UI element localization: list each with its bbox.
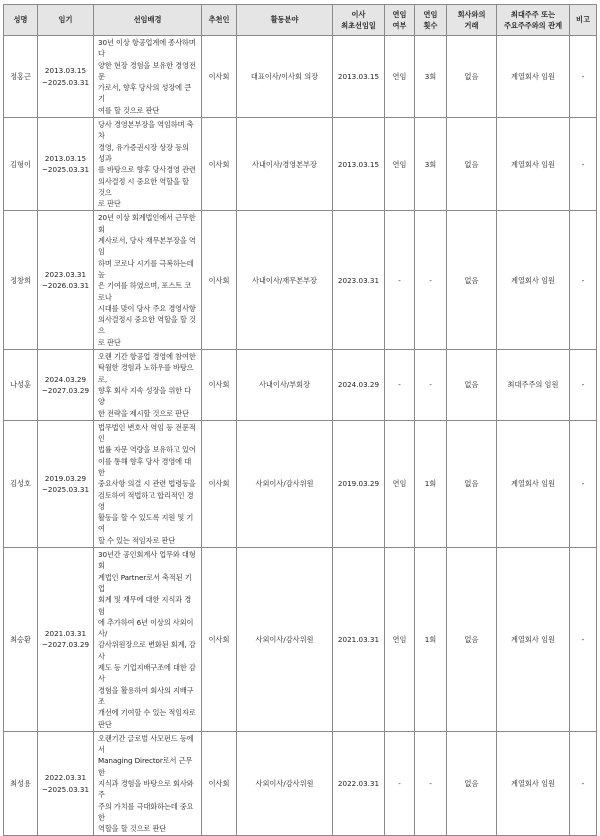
reason-line: 30년 이상 항공업계에 종사하며 다 bbox=[98, 38, 196, 59]
cell-reappoint-count: 1회 bbox=[415, 548, 447, 732]
cell-recommender: 이사회 bbox=[202, 731, 237, 836]
cell-reappoint-count: - bbox=[415, 350, 447, 421]
reason-line: 계사로서, 당사 재무본부장을 역임 bbox=[98, 236, 196, 257]
reason-line: 회계 및 재무에 대한 지식과 경험 bbox=[98, 595, 192, 616]
header-reappoint-count bbox=[415, 5, 447, 36]
header-relation bbox=[497, 5, 570, 36]
cell-recommender: 이사회 bbox=[202, 350, 237, 421]
reason-line: 의사결정시 중요한 역할을 할 것으 bbox=[98, 315, 196, 336]
cell-name: 정창희 bbox=[4, 211, 38, 350]
header-recommender: 추천인 bbox=[202, 5, 237, 36]
cell-field: 사내이사/경영본부장 bbox=[237, 118, 333, 211]
cell-recommender: 이사회 bbox=[202, 118, 237, 211]
board-members-document bbox=[3, 4, 596, 836]
reason-line: 로 판단 bbox=[98, 199, 121, 209]
cell-name: 김형이 bbox=[4, 118, 38, 211]
header-relation-line: 최대주주 또는 bbox=[510, 9, 556, 19]
reason-line: 로 판단 bbox=[98, 337, 121, 347]
reason-line: 당사 경영본부장을 역임하며 축차 bbox=[98, 120, 194, 141]
cell-reappointed: 연임 bbox=[385, 548, 415, 732]
cell-name: 최승환 bbox=[4, 548, 38, 732]
header-first-date bbox=[333, 5, 385, 36]
cell-reason bbox=[94, 211, 202, 350]
reason-line: 의사결정 시 중요한 역할을 할 것으 bbox=[98, 176, 189, 197]
cell-name: 최성용 bbox=[4, 731, 38, 836]
term-line: ~2027.03.29 bbox=[41, 385, 90, 395]
cell-field: 사외이사/감사위원 bbox=[237, 548, 333, 732]
reason-line: 제도 등 기업지배구조에 대한 감사 bbox=[98, 663, 196, 684]
reason-line: 향후 회사 지속 성장을 위한 다양 bbox=[98, 385, 192, 407]
cell-reappoint-count: - bbox=[415, 731, 447, 836]
cell-transactions: 없음 bbox=[447, 420, 497, 547]
cell-reappoint-count: 1회 bbox=[415, 420, 447, 547]
reason-line: 30년간 공인회계사 업무와 대형회 bbox=[98, 550, 196, 571]
cell-first-date: 2013.03.15 bbox=[333, 36, 385, 118]
term-line: ~2025.03.31 bbox=[41, 484, 90, 494]
reason-line: 탁월한 경험과 노하우를 바탕으로, bbox=[98, 363, 194, 384]
header-first-date-line: 최초선임일 bbox=[341, 21, 376, 30]
table-body bbox=[4, 36, 597, 836]
table-row bbox=[4, 350, 597, 421]
cell-note: - bbox=[570, 548, 597, 732]
cell-reappoint-count: - bbox=[415, 211, 447, 350]
reason-line: 할 수 있는 적임자로 판단 bbox=[98, 535, 176, 545]
reason-line: 법률 자문 역량을 보유하고 있어 bbox=[98, 445, 196, 455]
header-name: 성명 bbox=[4, 5, 38, 36]
table-row bbox=[4, 420, 597, 547]
header-reappoint-count-line: 연임 bbox=[423, 9, 438, 19]
reason-line: 역할을 할 것으로 판단 bbox=[98, 824, 167, 834]
cell-reason bbox=[94, 548, 202, 732]
reason-line: 법무법인 변호사 역임 등 전문적인 bbox=[98, 422, 196, 444]
term-line: 2023.03.31 bbox=[44, 269, 87, 279]
reason-line: 개선에 기여할 수 있는 적임자로 bbox=[98, 708, 196, 718]
cell-note: - bbox=[570, 350, 597, 421]
reason-line: 은 기여를 하였으며, 포스트 코로나 bbox=[98, 281, 192, 302]
header-relation-line: 주요주주와의 관계 bbox=[503, 21, 563, 30]
cell-term bbox=[38, 211, 94, 350]
cell-field: 사외이사/감사위원 bbox=[237, 420, 333, 547]
cell-reappoint-count: 3회 bbox=[415, 36, 447, 118]
reason-line: 경영, 유가증권시장 상장 등의 성과 bbox=[98, 142, 189, 163]
term-line: ~2025.03.31 bbox=[41, 784, 90, 794]
cell-transactions: 없음 bbox=[447, 350, 497, 421]
cell-reappointed: 연임 bbox=[385, 420, 415, 547]
cell-recommender: 이사회 bbox=[202, 211, 237, 350]
reason-line: 판단 bbox=[98, 719, 112, 729]
cell-reason bbox=[94, 731, 202, 836]
term-line: 2024.03.29 bbox=[44, 374, 87, 384]
cell-note: - bbox=[570, 211, 597, 350]
term-line: ~2025.03.31 bbox=[41, 165, 90, 175]
reason-line: 에 추가하여 6년 이상의 사외이사/ bbox=[98, 617, 194, 639]
cell-relation: 계열회사 임원 bbox=[497, 36, 570, 118]
cell-reappointed: 연임 bbox=[385, 118, 415, 211]
reason-line: 이를 통해 향후 당사 경영에 대한 bbox=[98, 456, 192, 477]
cell-reason bbox=[94, 350, 202, 421]
term-line: 2013.03.15 bbox=[44, 153, 87, 163]
reason-line: 시대를 맞이 당사 주요 경영사항 bbox=[98, 303, 196, 313]
term-line: 2022.03.31 bbox=[44, 773, 87, 783]
table-row bbox=[4, 731, 597, 836]
table-row bbox=[4, 118, 597, 211]
reason-line: Managing Director로서 근무한 bbox=[98, 756, 193, 777]
reason-line: 계법인 Partner로서 축적된 기업 bbox=[98, 572, 192, 593]
header-transactions-line: 회사와의 bbox=[457, 9, 486, 19]
cell-relation: 계열회사 임원 bbox=[497, 118, 570, 211]
cell-first-date: 2022.03.31 bbox=[333, 731, 385, 836]
reason-line: 오랜 기간 항공업 경영에 참여한 bbox=[98, 352, 196, 362]
reason-line: 지식과 경험을 바탕으로 회사와 주 bbox=[98, 779, 194, 800]
cell-first-date: 2021.03.31 bbox=[333, 548, 385, 732]
reason-line: 양한 현장 경험을 보유한 경영전문 bbox=[98, 60, 196, 81]
cell-field: 사외이사/감사위원 bbox=[237, 731, 333, 836]
cell-transactions: 없음 bbox=[447, 36, 497, 118]
table-row bbox=[4, 548, 597, 732]
table-row bbox=[4, 211, 597, 350]
reason-line: 검토하여 적법하고 합리적인 경영 bbox=[98, 490, 194, 511]
header-reappointed-line: 연임 bbox=[392, 9, 407, 19]
reason-line: 한 전략을 제시할 것으로 판단 bbox=[98, 408, 189, 418]
table-row bbox=[4, 36, 597, 118]
cell-first-date: 2019.03.29 bbox=[333, 420, 385, 547]
cell-note: - bbox=[570, 36, 597, 118]
cell-field: 사내이사/재무본부장 bbox=[237, 211, 333, 350]
reason-line: 여를 할 것으로 판단 bbox=[98, 105, 160, 115]
reason-line: 경험을 활용하여 회사의 지배구조 bbox=[98, 685, 194, 706]
cell-reason bbox=[94, 420, 202, 547]
reason-line: 하며 코로나 시기를 극복하는데 높 bbox=[98, 258, 194, 279]
cell-name: 김성호 bbox=[4, 420, 38, 547]
cell-term bbox=[38, 420, 94, 547]
term-line: 2019.03.29 bbox=[44, 473, 87, 483]
cell-transactions: 없음 bbox=[447, 548, 497, 732]
header-transactions-line: 거래 bbox=[464, 21, 479, 30]
cell-reason bbox=[94, 36, 202, 118]
term-line: ~2025.03.31 bbox=[41, 77, 90, 87]
directors-table bbox=[3, 4, 597, 836]
cell-term bbox=[38, 731, 94, 836]
reason-line: 활동을 할 수 있도록 지원 및 기여 bbox=[98, 513, 194, 534]
cell-first-date: 2024.03.29 bbox=[333, 350, 385, 421]
term-line: 2013.03.15 bbox=[44, 66, 87, 76]
header-reason: 선임배경 bbox=[94, 5, 202, 36]
cell-recommender: 이사회 bbox=[202, 548, 237, 732]
cell-field: 대표이사/이사회 의장 bbox=[237, 36, 333, 118]
reason-line: 가로서, 향후 당사의 성장에 큰 기 bbox=[98, 83, 192, 104]
header-reappointed-line: 여부 bbox=[392, 21, 407, 30]
cell-reappointed: - bbox=[385, 350, 415, 421]
cell-term bbox=[38, 118, 94, 211]
reason-line: 감사위원장으로 변화된 회계, 감사 bbox=[98, 640, 196, 661]
reason-line: 20년 이상 회계법인에서 근무한 회 bbox=[98, 213, 196, 234]
header-field: 활동분야 bbox=[237, 5, 333, 36]
header-first-date-line: 이사 bbox=[351, 9, 366, 19]
header-reappoint-count-line: 횟수 bbox=[423, 21, 438, 30]
cell-transactions: 없음 bbox=[447, 211, 497, 350]
reason-line: 중요사항 의결 시 관련 법령등을 bbox=[98, 479, 196, 489]
cell-relation: 계열회사 임원 bbox=[497, 731, 570, 836]
cell-relation: 계열회사 임원 bbox=[497, 420, 570, 547]
term-line: ~2026.03.31 bbox=[41, 281, 90, 291]
header-transactions bbox=[447, 5, 497, 36]
table-header-row bbox=[4, 5, 597, 36]
cell-term bbox=[38, 350, 94, 421]
header-reappointed bbox=[385, 5, 415, 36]
cell-field: 사내이사/부회장 bbox=[237, 350, 333, 421]
cell-reappointed: - bbox=[385, 211, 415, 350]
cell-relation: 최대주주의 임원 bbox=[497, 350, 570, 421]
reason-line: 오랜기간 글로벌 사모펀드 등에서 bbox=[98, 733, 194, 755]
reason-line: 를 바탕으로 향후 당사경영 관련 bbox=[98, 165, 196, 175]
reason-line: 주의 가치를 극대화하는데 중요한 bbox=[98, 801, 194, 822]
cell-recommender: 이사회 bbox=[202, 36, 237, 118]
cell-term bbox=[38, 548, 94, 732]
cell-recommender: 이사회 bbox=[202, 420, 237, 547]
header-note: 비고 bbox=[570, 5, 597, 36]
term-line: ~2027.03.29 bbox=[41, 640, 90, 650]
cell-relation: 계열회사 임원 bbox=[497, 548, 570, 732]
cell-reappointed: 연임 bbox=[385, 36, 415, 118]
cell-term bbox=[38, 36, 94, 118]
cell-transactions: 없음 bbox=[447, 731, 497, 836]
cell-name: 나성훈 bbox=[4, 350, 38, 421]
cell-reappointed: - bbox=[385, 731, 415, 836]
cell-first-date: 2013.03.15 bbox=[333, 118, 385, 211]
term-line: 2021.03.31 bbox=[44, 629, 87, 639]
cell-note: - bbox=[570, 731, 597, 836]
cell-reappoint-count: 3회 bbox=[415, 118, 447, 211]
cell-reason bbox=[94, 118, 202, 211]
cell-name: 정홍근 bbox=[4, 36, 38, 118]
cell-relation: 계열회사 임원 bbox=[497, 211, 570, 350]
header-term: 임기 bbox=[38, 5, 94, 36]
cell-transactions: 없음 bbox=[447, 118, 497, 211]
cell-first-date: 2023.03.31 bbox=[333, 211, 385, 350]
cell-note: - bbox=[570, 420, 597, 547]
cell-note: - bbox=[570, 118, 597, 211]
